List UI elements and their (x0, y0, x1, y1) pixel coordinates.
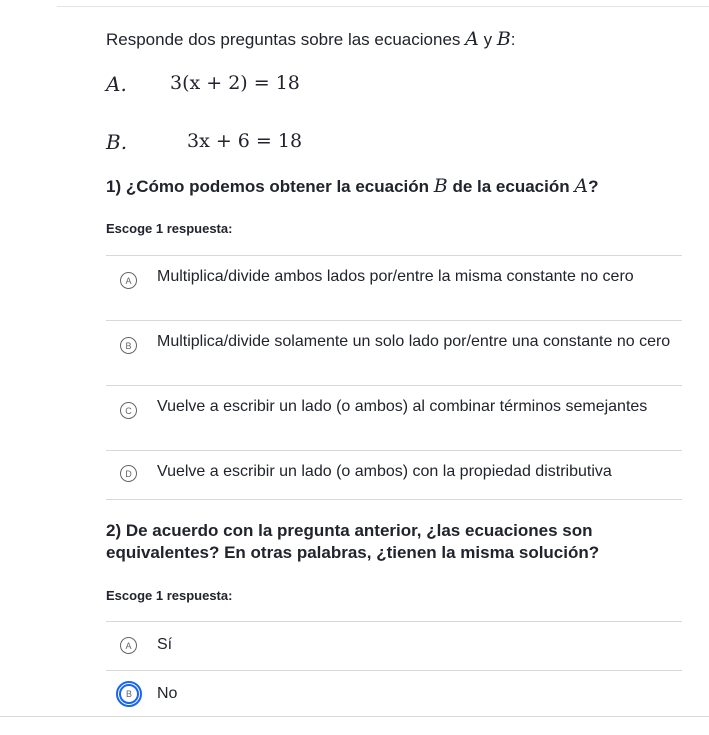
question-2-prompt: Escoge 1 respuesta: (106, 588, 233, 603)
question-2-title: 2) De acuerdo con la pregunta anterior, ¿las ecuaciones son equivalentes? En otras palabras, ¿tienen la misma solución? (106, 521, 600, 562)
choice-text: Multiplica/divide ambos lados por/entre la misma constante no cero (157, 268, 634, 285)
top-divider (57, 6, 709, 7)
choice-letter-bubble[interactable]: D (120, 465, 137, 482)
choice-option[interactable] (106, 320, 682, 385)
choice-letter-bubble[interactable]: A (120, 272, 137, 289)
equation-label: B. (106, 130, 128, 154)
question-1-choices (106, 255, 682, 500)
choice-option-no-selected[interactable] (106, 670, 682, 719)
equation-label: A. (106, 72, 127, 96)
choice-letter-bubble-selected[interactable]: B (119, 684, 139, 704)
choice-option[interactable] (106, 385, 682, 450)
choice-text: Sí (157, 636, 173, 653)
choice-option[interactable] (106, 255, 682, 320)
choice-letter-bubble[interactable]: B (120, 337, 137, 354)
choice-text: No (157, 685, 178, 702)
choice-option[interactable] (106, 450, 682, 500)
intro-text: Responde dos preguntas sobre las ecuaciones A y B: (106, 28, 516, 50)
choice-text: Vuelve a escribir un lado (o ambos) con la propiedad distributiva (157, 463, 612, 480)
question-1-title: 1) ¿Cómo podemos obtener la ecuación B de la ecuación A? (106, 175, 599, 197)
equation-expression: 3(x + 2) = 18 (170, 72, 300, 94)
choice-letter-bubble[interactable]: C (120, 402, 137, 419)
question-1-prompt: Escoge 1 respuesta: (106, 221, 233, 236)
equation-expression: 3x + 6 = 18 (187, 130, 303, 152)
choice-text: Multiplica/divide solamente un solo lado por/entre una constante no cero (157, 333, 671, 350)
bottom-divider (0, 716, 709, 717)
choice-option-si[interactable] (106, 621, 682, 670)
choice-text: Vuelve a escribir un lado (o ambos) al combinar términos semejantes (157, 398, 648, 415)
choice-letter-bubble[interactable]: A (120, 637, 137, 654)
question-2-choices (106, 621, 682, 719)
